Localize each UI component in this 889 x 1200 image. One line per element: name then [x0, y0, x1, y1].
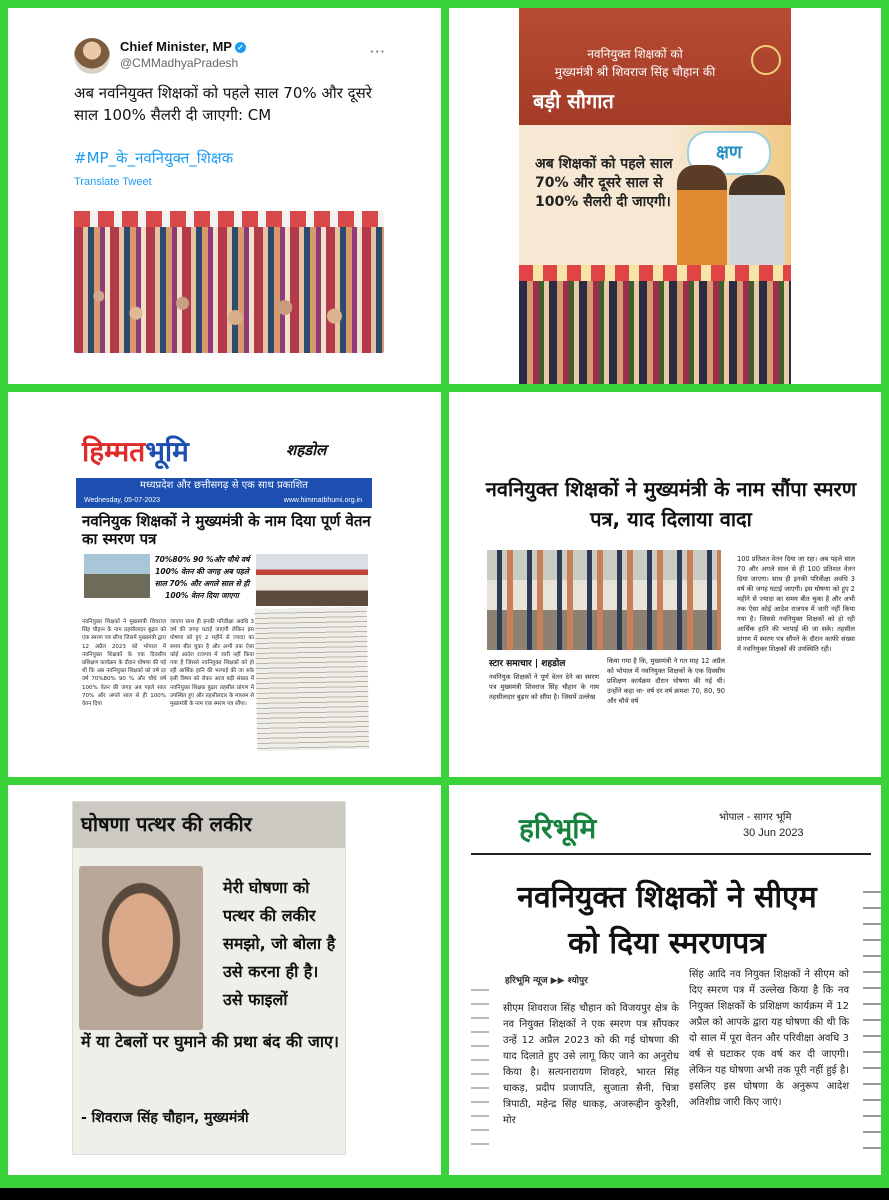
edition: भोपाल - सागर भूमि: [719, 812, 792, 823]
byline: हरिभूमि न्यूज ▶▶ श्योपुर: [505, 976, 588, 986]
article-column-1: नवनियुक्त शिक्षकों ने मुख्यमंत्री शिवराज सिंह चौहान के नाम तहसीलदार बुढ़ार को एक स्मरण पत्र सौंपा जिसमें मुख्यमंत्री द्वारा 12 अप्रैल 2023 को भोपाल में नवनियुक्त शिक्षकों के एक दिवसीय प्रशिक्षण कार्यक्रम के दौरान घोषणा की गई थी कि अब नवनियुक्त शिक्षकों को वर्ष दर वर्ष 70%80% 90 % और चौथे वर्ष 100% वेतन की जगह अब पहले साल 70% और अगले साल से ही 100% वेतन दिया: [82, 619, 166, 708]
verified-badge-icon: ✓: [235, 42, 246, 53]
group-photo: [487, 550, 721, 650]
tweet-author[interactable]: [120, 39, 246, 54]
poster-bubble: क्षण: [687, 131, 771, 175]
more-options-icon[interactable]: ···: [370, 44, 386, 59]
headline: नवनियुक शिक्षकों ने मुख्यमंत्री के नाम दिया पूर्ण वेतन का स्मरण पत्र: [82, 512, 371, 548]
poster: [519, 8, 791, 384]
clipping: [471, 797, 881, 1167]
poster-middle: [519, 125, 791, 265]
adjacent-column-right: [863, 877, 881, 1157]
poster-line-2: मुख्यमंत्री श्री शिवराज सिंह चौहान की: [554, 65, 716, 79]
headline: घोषणा पत्थर की लकीर: [81, 812, 252, 836]
newspaper-clipping-haribhoomi: [449, 785, 881, 1175]
pull-quote: 70%80% 90 %और चौथे वर्ष 100% वेतन की जगह अब पहले साल 70% और अगले साल से ही 100% वेतन दिया जाएगा: [154, 555, 250, 600]
article-column-1: सीएम शिवराज सिंह चौहान को विजयपुर क्षेत्र के नव नियुक्त शिक्षकों ने एक स्मरण पत्र सौंपकर उन्हें 12 अप्रैल 2023 को की गई घोषणा की याद दिलाते हुए उसे लागू किए जाने का अनुरोध किया है। सत्यनारायण शिवहरे, भारत सिंह धाकड़, प्रदीप प्रजापति, सुजाता सैनी, चित्रा त्रिपाठी, महेन्द्र सिंह धाकड़, अजरूद्दीन कुरैशी, मोर: [503, 1003, 679, 1126]
website: www.himmatbhumi.org.in: [283, 497, 362, 504]
newspaper-clipping-star-samachar: [449, 392, 881, 777]
building-photo: [256, 554, 368, 606]
clipping: [76, 428, 372, 758]
group-photo: [84, 554, 150, 598]
adjacent-column-left: [471, 977, 489, 1157]
poster-title: बड़ी सौगात: [533, 89, 614, 113]
article-column-3: 100 प्रतिशत वेतन दिया जा रहा। अब पहले साल 70 और अगले साल से ही 100 प्रतिशत वेतन दिया जाएगा। साथ ही इनकी परिवीक्षा अवधि 3 वर्ष की जगह घटाई जाएगी। इस घोषणा को हुए 2 महीने से ज्यादा का समय बीत चुका है और अभी तक ऐसा कोई आदेश राजपत्र में जारी नहीं किया गया है। जिससे नवनियुक्त शिक्षकों को हो रही आर्थिक हानि की भरपाई की जा सके। तहसील प्रांगण में स्मरण पत्र सौंपने के दौरान काफी संख्या में नवनियुक्त शिक्षकों की उपस्थिति रही।: [737, 555, 855, 653]
divider: [471, 853, 871, 855]
newspaper-clipping-himmat-bhumi: [8, 392, 441, 777]
tweet-card: [8, 8, 441, 384]
tweet-handle[interactable]: @CMMadhyaPradesh: [120, 56, 239, 70]
tagline: मध्यप्रदेश और छत्तीसगढ़ से एक साथ प्रकाशित: [76, 478, 372, 494]
headline: नवनियुक्त शिक्षकों ने सीएम को दिया स्मरणपत्र: [517, 880, 817, 961]
poster-crowd-photo: [519, 265, 791, 384]
poster-card: [449, 8, 881, 384]
chief-minister-portrait: [79, 866, 203, 1030]
government-seal-icon: [751, 45, 781, 75]
article-column-1: नवनियुक शिक्षकों ने पूर्ण वेतन देने का स्मरण पत्र मुख्यमंत्री शिवराज सिंह चौहान के नाम तहसीलदार बुढ़ार को सौंपा है। जिसमें उल्लेख: [489, 673, 599, 701]
publish-date: 30 Jun 2023: [743, 827, 804, 839]
tweet-author-name: Chief Minister, MP: [120, 39, 232, 54]
article-column-2: किया गया है कि, मुख्यमंत्री ने गत माह 12 अप्रैल को भोपाल में नवनियुक्त शिक्षकों के एक दिवसीय प्रशिक्षण कार्यक्रम दौरान घोषणा की गई थी। उन्होंने कहा था- वर्ष दर वर्ष क्रमशः 70, 80, 90 और चौथे वर्ष: [607, 657, 725, 705]
chief-minister-figure: [677, 165, 727, 265]
bottom-bar: [0, 1188, 889, 1200]
clipping: [72, 801, 346, 1155]
newspaper-logo: [82, 432, 189, 470]
poster-body: अब शिक्षकों को पहले साल 70% और दूसरे साल से 100% सैलरी दी जाएगी।: [535, 156, 673, 210]
edition-place: शहडोल: [286, 441, 327, 459]
poster-line-1: नवनियुक्त शिक्षकों को: [587, 47, 683, 61]
newspaper-logo: हरिभूमि: [519, 812, 597, 845]
byline: स्टार समाचार | शहडोल: [489, 659, 566, 669]
headline: नवनियुक्त शिक्षकों ने मुख्यमंत्री के नाम सौंपा स्मरण पत्र, याद दिलाया वादा: [485, 477, 857, 531]
translate-tweet-link[interactable]: Translate Tweet: [74, 176, 152, 188]
quote-attribution: - शिवराज सिंह चौहान, मुख्यमंत्री: [81, 1110, 249, 1126]
logo-part-1: हिम्मत: [82, 435, 146, 468]
tweet-photo[interactable]: [74, 211, 384, 353]
official-figure: [729, 175, 785, 265]
tweet-hashtag[interactable]: #MP_के_नवनियुक्त_शिक्षक: [74, 149, 234, 167]
logo-part-2: भूमि: [145, 435, 189, 468]
quote-part-1: मेरी घोषणा को पत्थर की लकीर समझो, जो बोला है उसे करना ही है। उसे फाइलों: [223, 878, 336, 1009]
newspaper-clipping-quote: [8, 785, 441, 1175]
poster-header: [519, 8, 791, 125]
masthead: [76, 428, 372, 481]
clipping: [485, 474, 857, 736]
tweet-text: अब नवनियुक्त शिक्षकों को पहले साल 70% और दूसरे साल 100% सैलरी दी जाएगी: CM: [74, 84, 372, 124]
publish-date: Wednesday, 05-07-2023: [84, 497, 161, 504]
headline-bar: [73, 802, 345, 848]
quote-part-2: में या टेबलों पर घुमाने की प्रथा बंद की जाए।: [81, 1032, 339, 1051]
article-column-2: सिंह आदि नव नियुक्त शिक्षकों ने सीएम को दिए स्मरण पत्र में उल्लेख किया है कि नव नियुक्त शिक्षकों के प्रशिक्षण कार्यक्रम में 12 अप्रैल को आपके द्वारा यह घोषणा की थी कि दो साल में पूरा वेतन और परिवीक्षा अवधि 3 वर्ष से घटाकर एक वर्ष कर दी जाएगी। लेकिन यह घोषणा अभी तक पूरी नहीं हुई है। इसलिए इस घोषणा के अनुरूप आदेश अतिशीघ्र जारी किए जाएं।: [689, 969, 849, 1108]
date-bar: [76, 494, 372, 508]
article-column-2: जाएगा साथ ही इनकी परिवीक्षा अवधि 3 वर्ष की जगह घटाई जाएगी लेकिन इस घोषणा को हुए 2 महीने से ज्यादा का समय बीत चुका है और अभी तक ऐसा कोई आदेश राजपत्र में जारी नहीं किया गया है जिससे नवनियुक्त शिक्षकों को हो रही आर्थिक हानि की भरपाई की जा सके इसी विषय को लेकर आज बड़ी संख्या में नवनियुक्त शिक्षक बुढ़ार तहसील प्रांगण में उपस्थित हुए और तहसीलदार के माध्यम से मुख्यमंत्री के नाम एक स्मरण पत्र सौंपा।: [170, 619, 254, 708]
avatar[interactable]: [74, 38, 110, 74]
memorandum-photo: [255, 607, 369, 751]
